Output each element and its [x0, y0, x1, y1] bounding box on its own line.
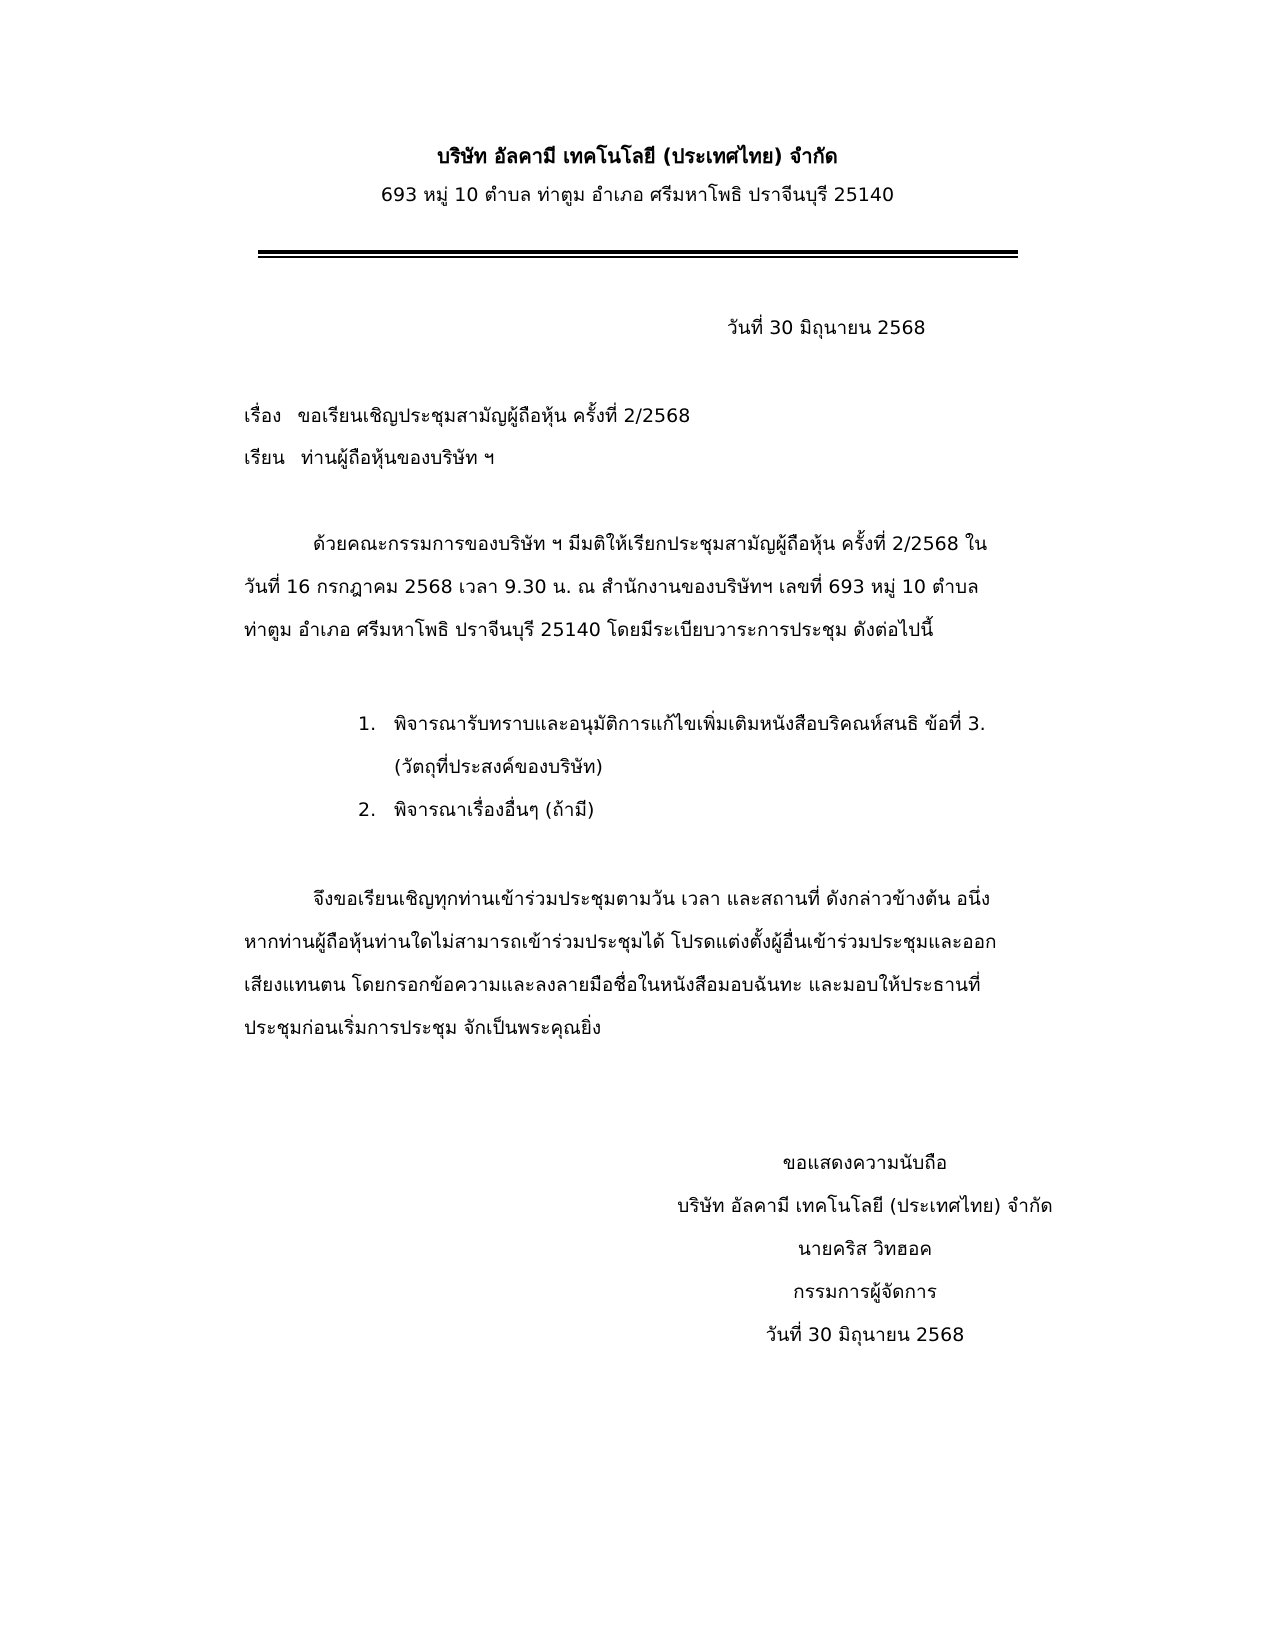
subject-text: ขอเรียนเชิญประชุมสามัญผู้ถือหุ้น ครั้งที่ 2/2568: [297, 405, 691, 427]
signatory-name: นายคริส วิทฮอค: [797, 1238, 933, 1260]
paragraph2-line: หากท่านผู้ถือหุ้นท่านใดไม่สามารถเข้าร่วมประชุมได้ โปรดแต่งตั้งผู้อื่นเข้าร่วมประชุมและออก: [244, 931, 997, 953]
subject-label: เรื่อง: [244, 405, 282, 427]
signature-company: บริษัท อัลคามี เทคโนโลยี (ประเทศไทย) จำกัด: [677, 1195, 1053, 1217]
signature-closing: ขอแสดงความนับถือ: [782, 1152, 948, 1174]
agenda-item: [358, 709, 986, 739]
recipient-label: เรียน: [244, 447, 285, 469]
paragraph1-line: ด้วยคณะกรรมการของบริษัท ฯ มีมติให้เรียกประชุมสามัญผู้ถือหุ้น ครั้งที่ 2/2568 ใน: [313, 533, 988, 555]
paragraph2-line: ประชุมก่อนเริ่มการประชุม จักเป็นพระคุณยิ่ง: [244, 1017, 602, 1039]
paragraph1-line: วันที่ 16 กรกฎาคม 2568 เวลา 9.30 น. ณ สำนักงานของบริษัทฯ เลขที่ 693 หมู่ 10 ตำบล: [244, 576, 979, 598]
letter-date: วันที่ 30 มิถุนายน 2568: [727, 317, 926, 339]
paragraph1-line: ท่าตูม อำเภอ ศรีมหาโพธิ ปราจีนบุรี 25140 โดยมีระเบียบวาระการประชุม ดังต่อไปนี้: [244, 619, 934, 641]
agenda-number: 1.: [358, 713, 377, 735]
header-divider-thin: [258, 256, 1018, 258]
agenda-text: พิจารณาเรื่องอื่นๆ (ถ้ามี): [394, 799, 595, 821]
recipient-text: ท่านผู้ถือหุ้นของบริษัท ฯ: [300, 447, 495, 469]
recipient-row: [244, 443, 494, 473]
company-name: บริษัท อัลคามี เทคโนโลยี (ประเทศไทย) จำกัด: [437, 144, 838, 168]
header-divider-thick: [258, 250, 1018, 254]
company-address: 693 หมู่ 10 ตำบล ท่าตูม อำเภอ ศรีมหาโพธิ ปราจีนบุรี 25140: [380, 184, 895, 206]
agenda-number: 2.: [358, 799, 377, 821]
agenda-text: พิจารณารับทราบและอนุมัติการแก้ไขเพิ่มเติมหนังสือบริคณห์สนธิ ข้อที่ 3.: [394, 713, 986, 735]
paragraph2-line: เสียงแทนตน โดยกรอกข้อความและลงลายมือชื่อในหนังสือมอบฉันทะ และมอบให้ประธานที่: [244, 974, 981, 996]
signatory-title: กรรมการผู้จัดการ: [793, 1281, 937, 1303]
signature-date: วันที่ 30 มิถุนายน 2568: [765, 1324, 965, 1346]
agenda-item-continuation: (วัตถุที่ประสงค์ของบริษัท): [394, 756, 603, 778]
subject-row: [244, 401, 690, 431]
paragraph2-line: จึงขอเรียนเชิญทุกท่านเข้าร่วมประชุมตามวัน เวลา และสถานที่ ดังกล่าวข้างต้น อนึ่ง: [313, 888, 991, 910]
agenda-item: [358, 795, 594, 825]
